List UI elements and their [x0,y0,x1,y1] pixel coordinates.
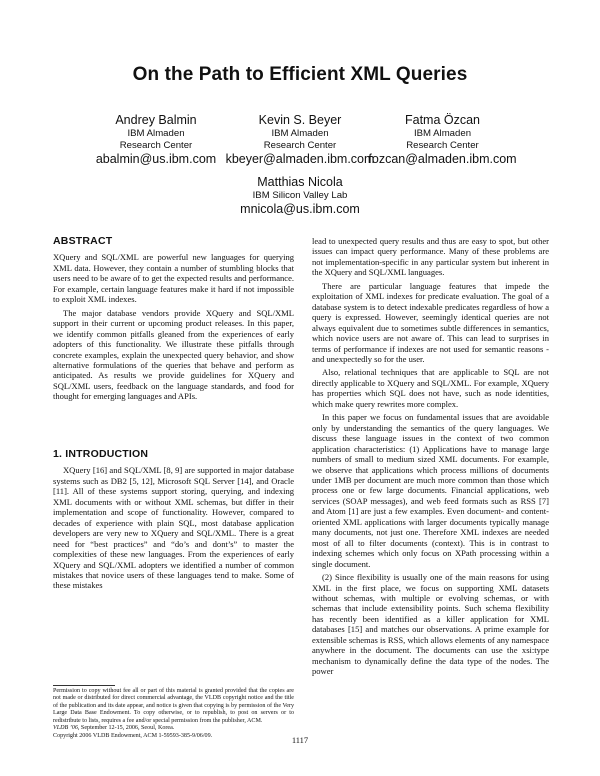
author-name: Matthias Nicola [257,175,343,189]
abstract-heading: ABSTRACT [53,235,113,247]
author-name: Andrey Balmin [115,113,197,127]
body-paragraph: (2) Since flexibility is usually one of the main reasons for using XML in the first place, we focus on supporting XML datasets without schemas, with multiple or evolving schemas, or with schemas that include extensibility points. Such schema flexibility has recently been identified as a killer application for XML databases [15] and matches our observations. A prime example for extensible schemas is RSS, which allows elements of any namespace anywhere in the document. The documents can use the xsi:type mechanism to dynamically define the data type of the nodes. The power [312,572,549,677]
right-column [312,236,549,677]
page-number: 1117 [291,735,309,745]
author-email: kbeyer@almaden.ibm.com [225,152,375,166]
footnote-copyright: Copyright 2006 VLDB Endowment, ACM 1-59593-385-9/06/09. [53,732,213,739]
footnote-rule [53,685,115,686]
footnote-venue-details: September 12-15, 2006, Seoul, Korea. [79,725,175,732]
author-dept: Research Center [119,140,193,151]
author-name: Fatma Özcan [404,113,481,127]
author-block [365,113,520,167]
author-org: IBM Almaden [271,128,329,139]
paper-title: On the Path to Efficient XML Queries [132,64,468,85]
author-org: IBM Silicon Valley Lab [252,190,348,201]
introduction-heading: 1. INTRODUCTION [53,448,149,460]
footnote-permission: Permission to copy without fee all or part of this material is granted provided that the copies are not made or distributed for direct commercial advantage, the VLDB copyright notice and the title of the publication and its date appear, and notice is given that copying is by permission of the Very Large Data Base Endowment. To copy otherwise, or to republish, to post on servers or to redistribute to lists, requires a fee and/or special permission from the publisher, ACM. [53,688,294,724]
body-paragraph: In this paper we focus on fundamental issues that are avoidable only by understanding the semantics of the query languages. We discuss these language issues in the context of two common application characteristics: (1) Applications have to manage large numbers of small to medium sized XML documents. For example, we observe that applications which process millions of documents under 1MB per document are much more common than those which process one or few large documents. Financial applications, web services (SOAP messages), and web feed formats such as RSS [7] and Atom [1] are just a few examples. Even document- and content-oriented XML applications with larger documents typically manage many documents, not just one. Therefore XML indexes are needed most of all to filter documents (context). This is in contrast to indexing schemes which only focus on XPath processing within a single document. [312,412,549,569]
body-paragraph: There are particular language features that impede the exploitation of XML indexes for predicate evaluation. The goal of a database system is to detect indexable predicates regardless of how a query is expressed. However, seemingly identical queries are not always equivalent due to sometimes subtle differences in semantics, which novice users are not aware of. This can lead to surprises in terms of performance if indexes are not used for semantic reasons - and unexpectedly so for the user. [312,280,549,364]
introduction-paragraph: XQuery [16] and SQL/XML [8, 9] are supported in major database systems such as DB2 [5, 12], Microsoft SQL Server [14], and Oracle [11]. All of these systems support storing, querying, and indexing XML documents with or without XML schemas, but differ in their implementation and scope of functionality. However, compared to decades of experience with plain SQL, most database application developers are very new to XQuery and SQL/XML. There is a great need for “best practices” and “do’s and dont’s” to master the complexities of these new languages. From the experiences of early XQuery and SQL/XML adopters we identified a number of common mistakes that novice users of these languages tend to make. Some of these mistakes [53,465,294,591]
body-paragraph: lead to unexpected query results and thus are easy to spot, but other issues can impact query performance. Many of these problems are not implementation-specific in any particular system but inherent in the XQuery and SQL/XML languages. [312,236,549,278]
author-block [220,113,380,167]
author-block [81,113,231,167]
footnote-venue-name: VLDB ’06, [53,725,80,732]
body-paragraph: Also, relational techniques that are applicable to SQL are not directly applicable to XQuery and SQL/XML. For example, XQuery has properties which SQL does not have, such as node identities, which make query rewrites more complex. [312,367,549,409]
author-dept: Research Center [263,140,337,151]
abstract-paragraph: XQuery and SQL/XML are powerful new languages for querying XML data. However, they contain a number of stumbling blocks that users need to be aware of to get the expected results and performance. For example, certain language features make it hard if not impossible to exploit XML indexes. [53,252,294,305]
author-email: mnicola@us.ibm.com [240,202,360,216]
author-org: IBM Almaden [413,128,472,139]
author-name: Kevin S. Beyer [258,113,342,127]
footnote-venue [53,725,294,732]
author-email: abalmin@us.ibm.com [95,152,217,166]
abstract-paragraph: The major database vendors provide XQuery and SQL/XML support in their current or upcoming product releases. In this paper, we identify common pitfalls gleaned from the experiences of early adopters of this functionality. We illustrate these pitfalls through concrete examples, explain the unexpected query behavior, and show alternative formulations of the queries that behave and perform as anticipated. As results we provide guidelines for XQuery and SQL/XML users, feedback on the language standards, and food for thought for emerging languages and APIs. [53,307,294,402]
author-dept: Research Center [406,140,479,151]
introduction-section [53,449,294,591]
left-column [53,236,294,402]
author-org: IBM Almaden [127,128,185,139]
author-block [220,175,380,217]
author-email: fozcan@almaden.ibm.com [368,152,517,166]
permission-footnote [53,688,294,740]
